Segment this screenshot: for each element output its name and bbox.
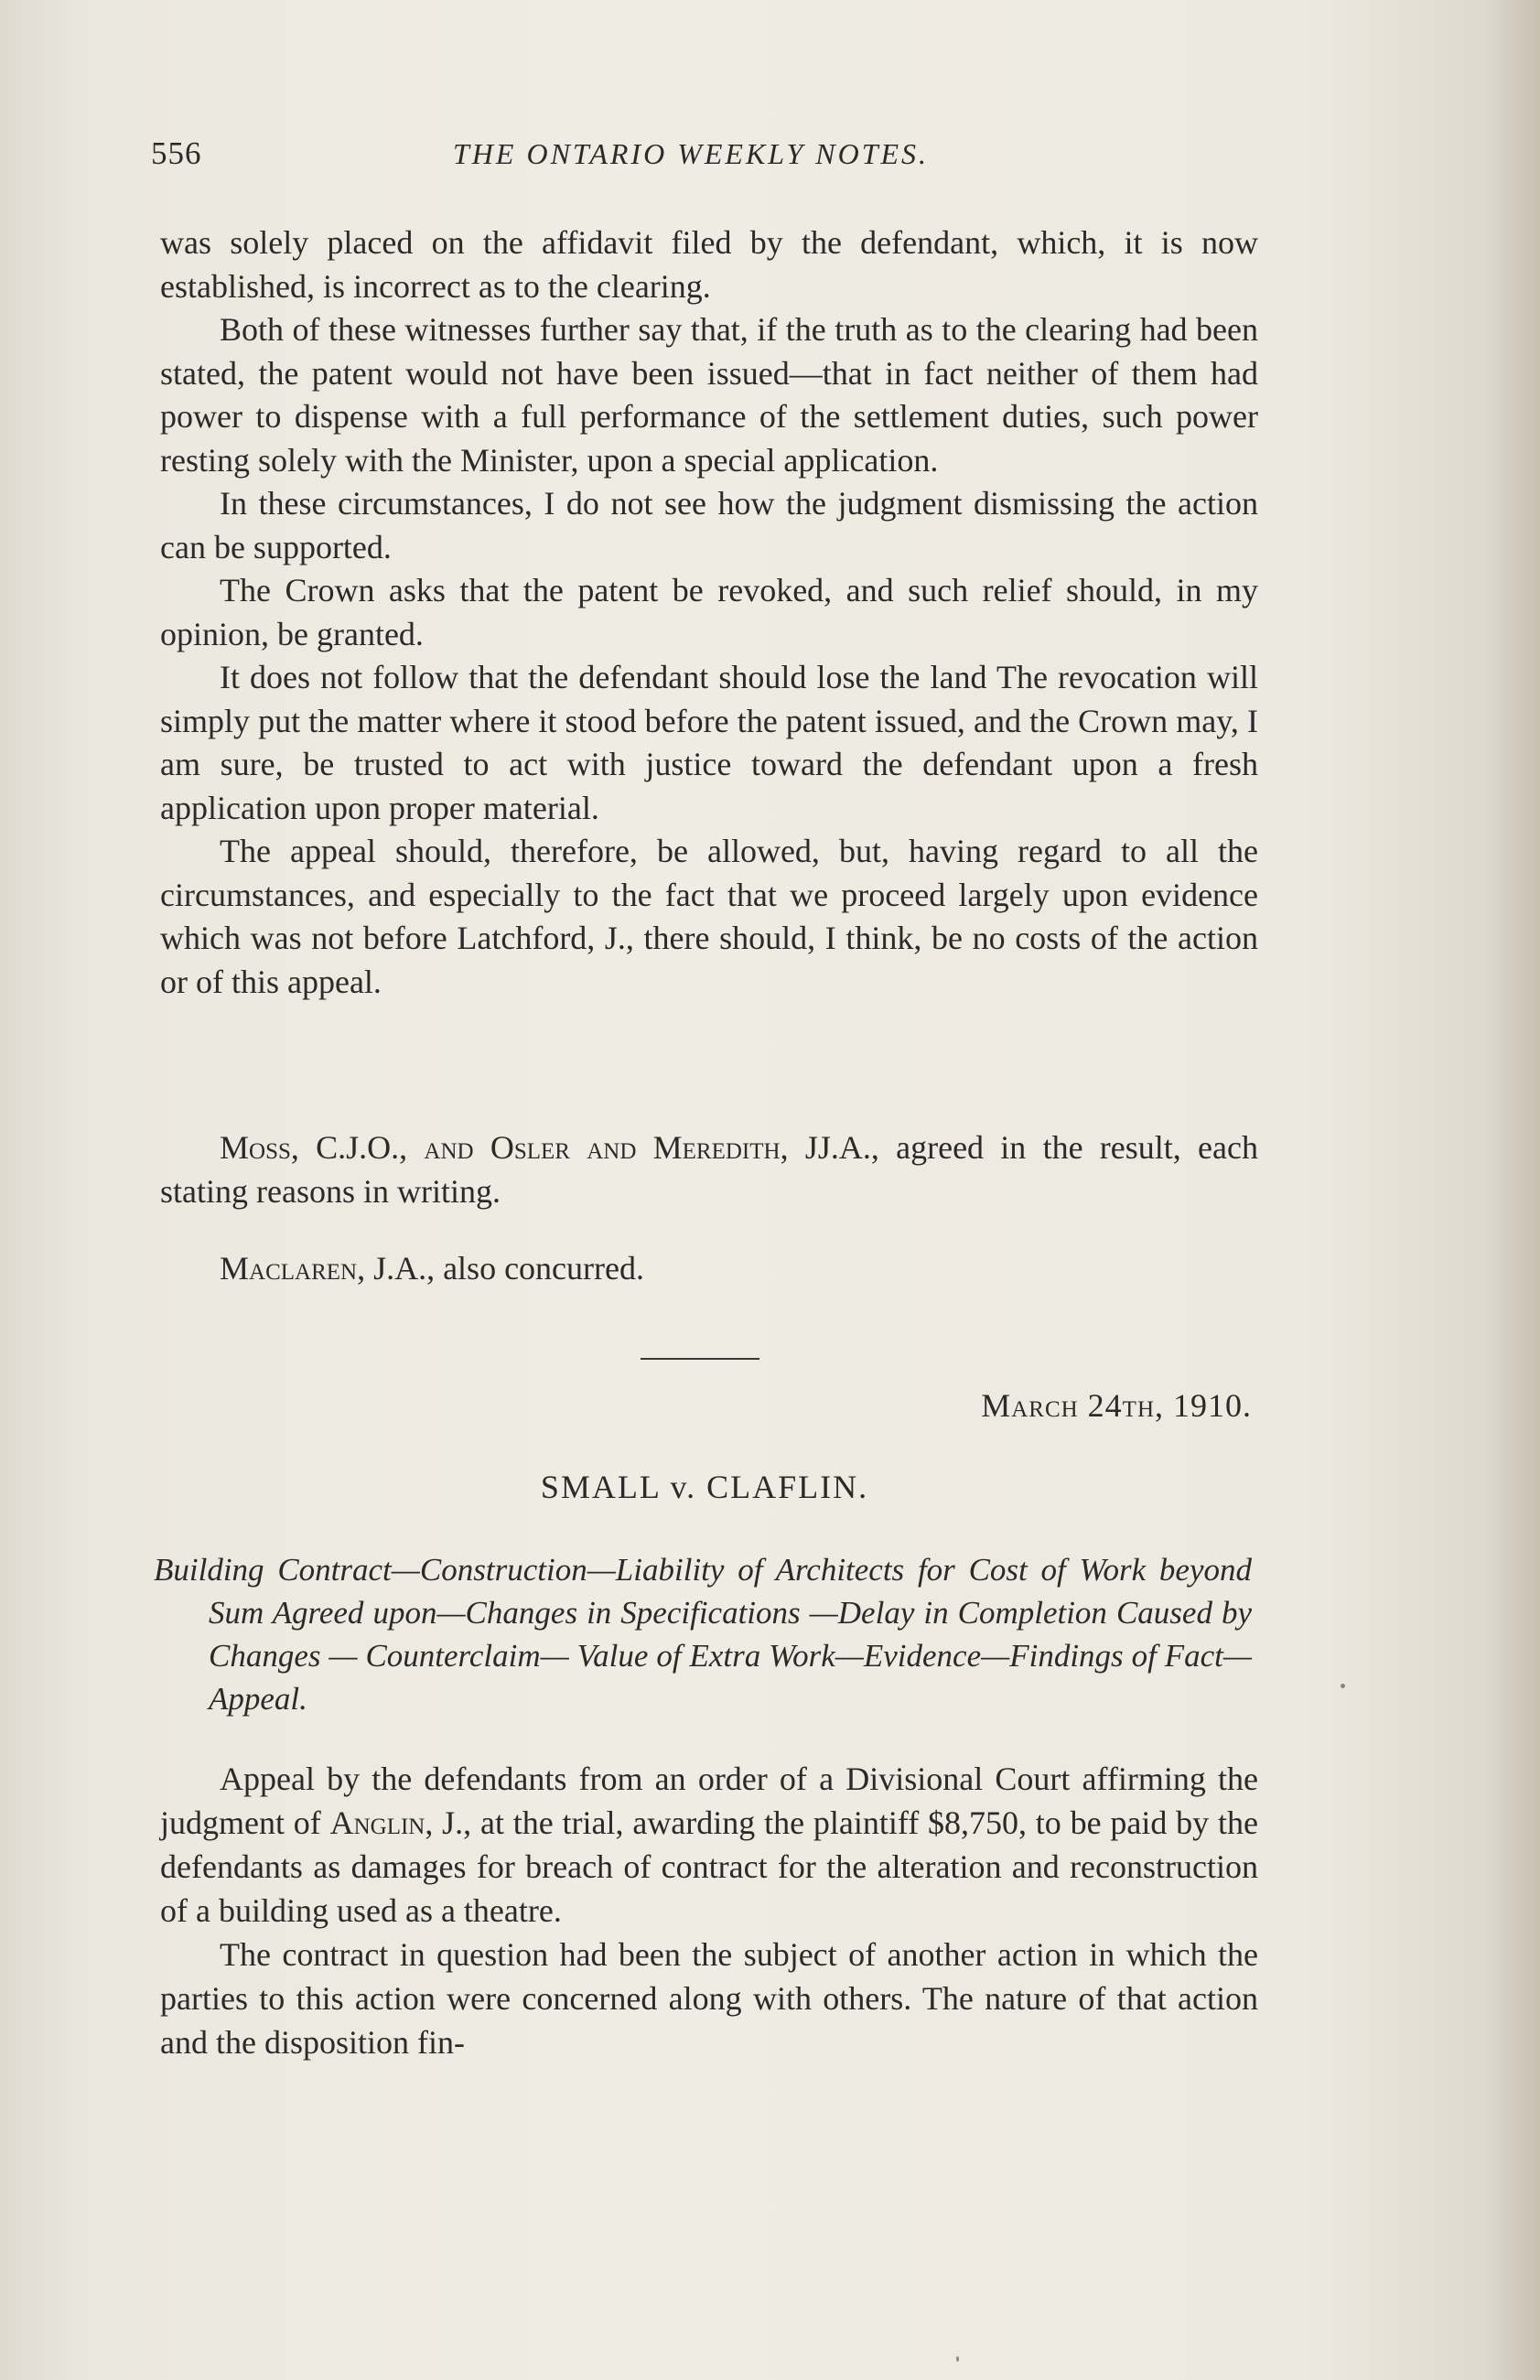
paragraph: was solely placed on the affidavit filed by the defendant, which, it is now established, is incorrect as to the clearing. <box>160 224 1258 305</box>
concurrence-paragraph <box>160 1125 1258 1213</box>
trial-judge: Anglin, J., <box>329 1804 472 1841</box>
page-header <box>151 135 1263 172</box>
paragraph: The contract in question had been the subject of another action in which the parties to this action were concerned along with others. The nature of that action and the disposition fin- <box>160 1936 1258 2061</box>
paragraph: In these circumstances, I do not see how the judgment dismissing the action can be supported. <box>160 485 1258 565</box>
paragraph: The Crown asks that the patent be revoked, and such relief should, in my opinion, be granted. <box>160 572 1258 652</box>
paragraph-text: Appeal by the defendants from an order of a Divisional Court affirming the judgment of <box>160 1761 1258 1841</box>
concurring-judge: Maclaren, J.A., <box>220 1250 436 1287</box>
concurrence-paragraph-2 <box>220 1249 644 1287</box>
paragraph: The appeal should, therefore, be allowed, but, having regard to all the circumstances, and especially to the fact that we proceed largely upon evidence which was not before Latchford, J., there should, I think, be no costs of the action or of this appeal. <box>160 833 1258 1000</box>
paper-speck <box>1341 1684 1345 1688</box>
paragraph <box>160 1757 1258 1933</box>
judgment-text <box>160 221 1258 1004</box>
case-headnote: Building Contract—Construction—Liability of Architects for Cost of Work beyond Sum Agreed upon—Changes in Specifications —Delay in Completion Caused by Changes — Counterclaim— Value of Extra Work—Evidence—Findings of Fact—Appeal. <box>154 1552 1252 1717</box>
paragraph: Both of these witnesses further say that, if the truth as to the clearing had been stated, the patent would not have been issued—that in fact neither of them had power to dispense with a full performance of the settlement duties, such power resting solely with the Minister, upon a special application. <box>160 311 1258 479</box>
case-date: March 24th, 1910. <box>981 1387 1252 1424</box>
concurrence-text: agreed in the result, each stating reasons in writing. <box>160 1129 1258 1210</box>
case-title: SMALL v. CLAFLIN. <box>540 1469 869 1505</box>
paragraph: It does not follow that the defendant should lose the land The revocation will simply put the matter where it stood before the patent issued, and the Crown may, I am sure, be trusted to act with justice toward the defendant upon a fresh application upon proper material. <box>160 659 1258 826</box>
page-gutter-shadow <box>1485 0 1540 2380</box>
concurring-judges: Moss, C.J.O., and Osler and Meredith, JJ.A., <box>220 1129 879 1166</box>
page-number: 556 <box>151 135 202 171</box>
paper-speck <box>956 2356 959 2362</box>
section-divider <box>641 1358 759 1360</box>
paragraph-text: at the trial, awarding the plaintiff $8,750, to be paid by the defendants as damages for breach of contract for the alteration and reconstruction of a building used as a theatre. <box>160 1804 1258 1929</box>
case-text <box>160 1757 1258 2064</box>
concurrence-text-2: also concurred. <box>435 1250 644 1287</box>
running-title: THE ONTARIO WEEKLY NOTES. <box>453 137 930 170</box>
